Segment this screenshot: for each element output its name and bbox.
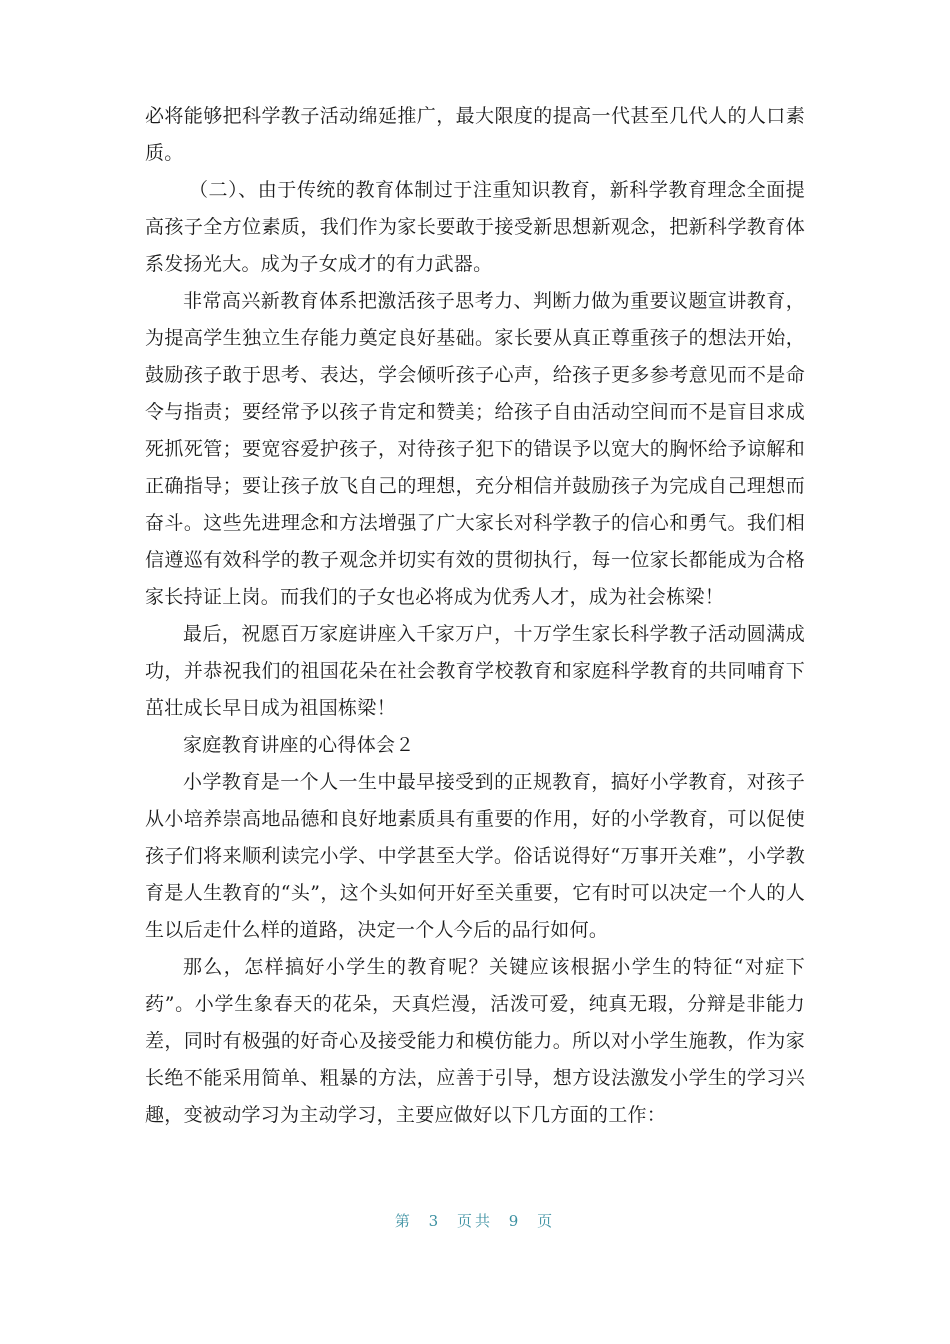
paragraph-primary-education: 小学教育是一个人一生中最早接受到的正规教育，搞好小学教育，对孩子从小培养崇高地品德和良好地素质具有重要的作用，好的小学教育，可以促使孩子们将来顺利读完小学、中学甚至大学。俗话说得好“万事开关难”，小学教育是人生教育的“头”，这个头如何开好至关重要，它有时可以决定一个人的人生以后走什么样的道路，决定一个人今后的品行如何。 <box>145 771 805 941</box>
paragraph-continuation: 必将能够把科学教子活动绵延推广，最大限度的提高一代甚至几代人的人口素质。 <box>145 105 805 164</box>
page-number-footer: 第 3 页共 9 页 <box>394 1212 556 1230</box>
paragraph-closing-wish: 最后，祝愿百万家庭讲座入千家万户，十万学生家长科学教子活动圆满成功，并恭祝我们的祖国花朵在社会教育学校教育和家庭科学教育的共同哺育下茁壮成长早日成为祖国栋梁！ <box>145 623 805 719</box>
paragraph-section-two: （二）、由于传统的教育体制过于注重知识教育，新科学教育理念全面提高孩子全方位素质，我们作为家长要敢于接受新思想新观念，把新科学教育体系发扬光大。成为子女成才的有力武器。 <box>145 179 805 275</box>
paragraph-how-to-educate: 那么，怎样搞好小学生的教育呢？关键应该根据小学生的特征“对症下药”。小学生象春天的花朵，天真烂漫，活泼可爱，纯真无瑕，分辩是非能力差，同时有极强的好奇心及接受能力和模仿能力。所以对小学生施教，作为家长绝不能采用简单、粗暴的方法，应善于引导，想方设法激发小学生的学习兴趣，变被动学习为主动学习，主要应做好以下几方面的工作： <box>145 956 805 1126</box>
document-body <box>145 98 805 1134</box>
paragraph-new-system: 非常高兴新教育体系把激活孩子思考力、判断力做为重要议题宣讲教育，为提高学生独立生存能力奠定良好基础。家长要从真正尊重孩子的想法开始，鼓励孩子敢于思考、表达，学会倾听孩子心声，给孩子更多参考意见而不是命令与指责；要经常予以孩子肯定和赞美；给孩子自由活动空间而不是盲目求成死抓死管；要宽容爱护孩子，对待孩子犯下的错误予以宽大的胸怀给予谅解和正确指导；要让孩子放飞自己的理想，充分相信并鼓励孩子为完成自己理想而奋斗。这些先进理念和方法增强了广大家长对科学教子的信心和勇气。我们相信遵巡有效科学的教子观念并切实有效的贯彻执行，每一位家长都能成为合格家长持证上岗。而我们的子女也必将成为优秀人才，成为社会栋梁！ <box>145 290 805 608</box>
section-heading: 家庭教育讲座的心得体会２ <box>183 734 415 756</box>
